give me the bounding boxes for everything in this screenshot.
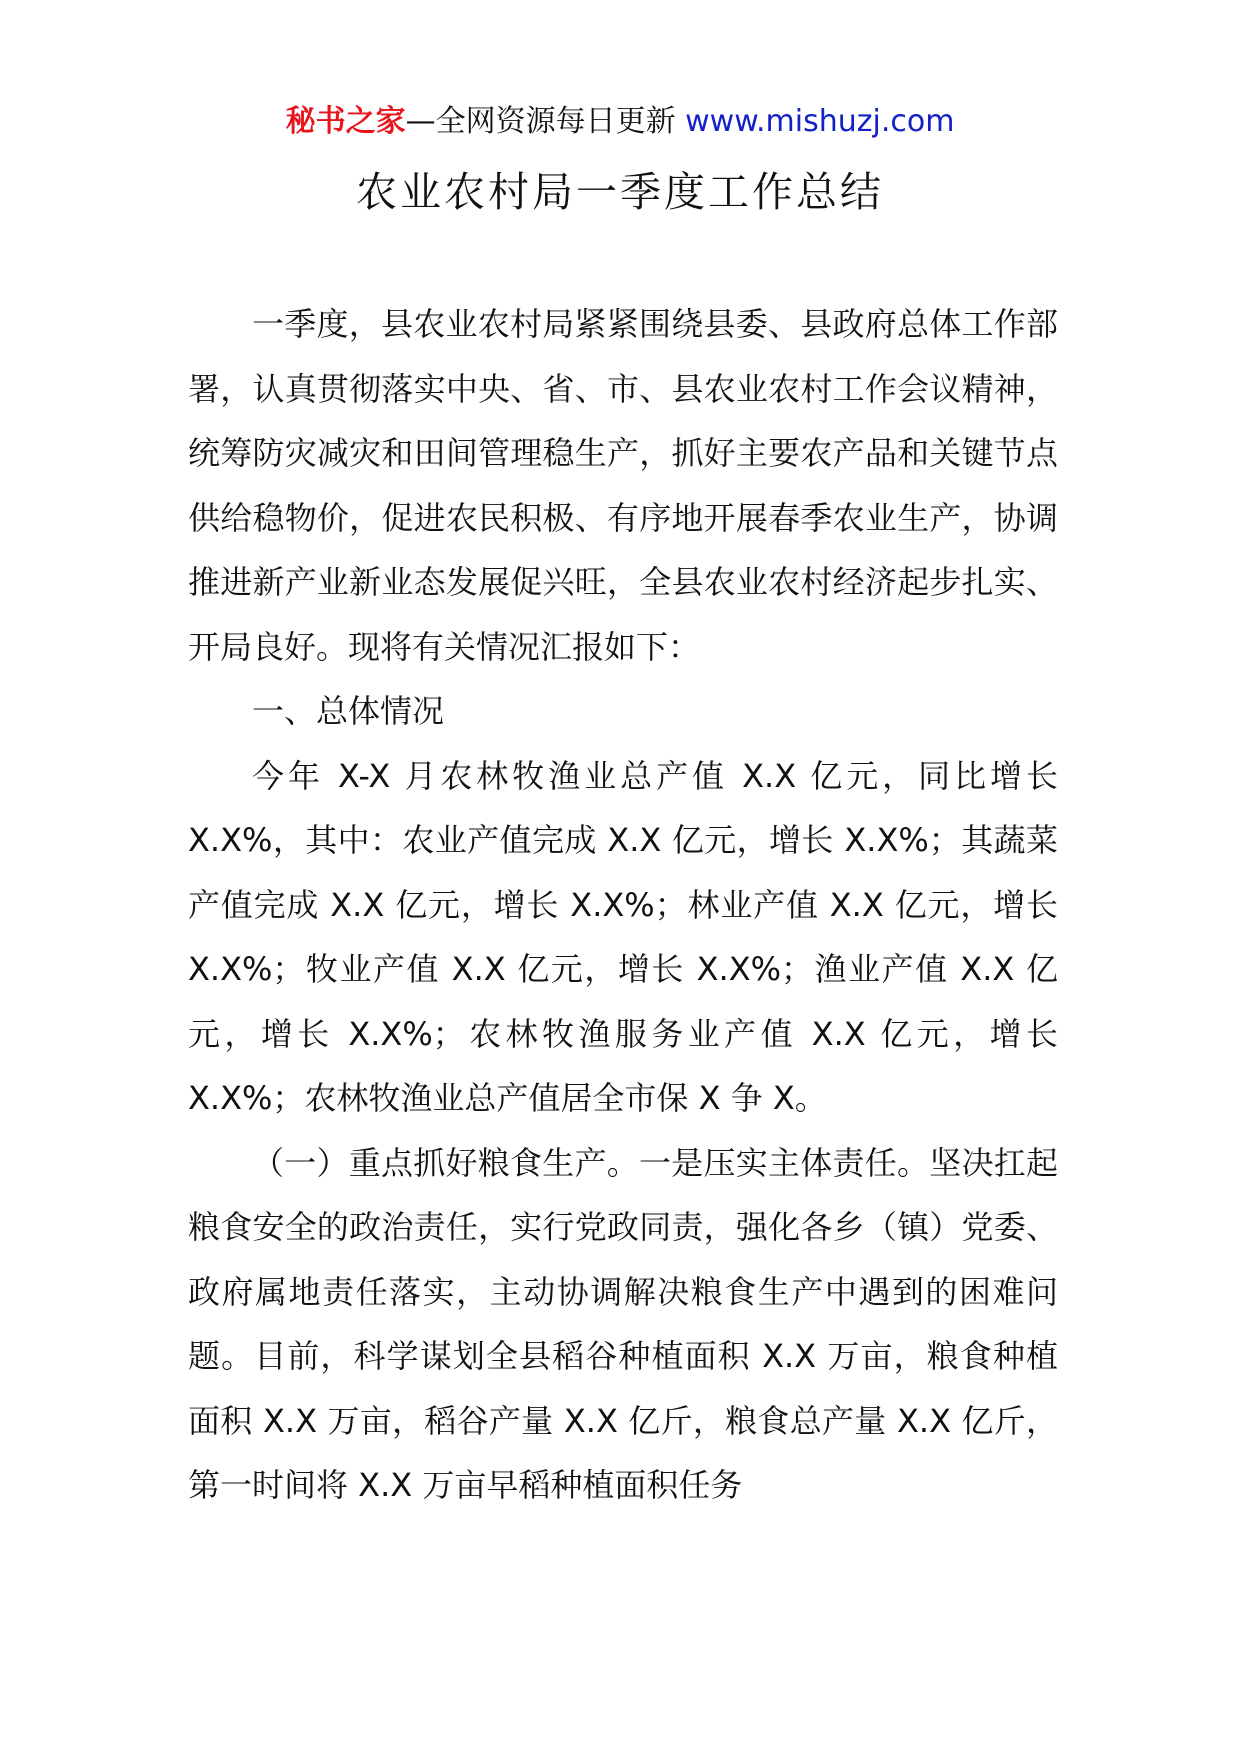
site-banner <box>0 100 1240 144</box>
document-title: 农业农村局一季度工作总结 <box>356 168 884 216</box>
grain-production-paragraph: （一）重点抓好粮食生产。一是压实主体责任。坚决扛起粮食安全的政治责任，实行党政同责，强化各乡（镇）党委、政府属地责任落实，主动协调解决粮食生产中遇到的困难问题。目前，科学谋划全县稻谷种植面积 X.X 万亩，粮食种植面积 X.X 万亩，稻谷产量 X.X 亿斤，粮食总产量 X.X 亿斤，第一时间将 X.X 万亩早稻种植面积任务 <box>188 1143 1058 1504</box>
output-value-paragraph: 今年 X-X 月农林牧渔业总产值 X.X 亿元，同比增长 X.X%，其中：农业产值完成 X.X 亿元，增长 X.X%；其蔬菜产值完成 X.X 亿元，增长 X.X%；林业产值 X.X 亿元，增长 X.X%；牧业产值 X.X 亿元，增长 X.X%；渔业产值 X.X 亿元，增长 X.X%；农林牧渔服务业产值 X.X 亿元，增长 X.X%；农林牧渔业总产值居全市保 X 争 X。 <box>188 756 1058 1117</box>
document-body <box>188 292 1058 1518</box>
brand-name: 秘书之家 <box>285 104 406 139</box>
site-url-link[interactable]: www.mishuzj.com <box>685 104 955 139</box>
intro-paragraph: 一季度，县农业农村局紧紧围绕县委、县政府总体工作部署，认真贯彻落实中央、省、市、县农业农村工作会议精神，统筹防灾减灾和田间管理稳生产，抓好主要农产品和关键节点供给稳物价，促进农民积极、有序地开展春季农业生产，协调推进新产业新业态发展促兴旺，全县农业农村经济起步扎实、开局良好。现将有关情况汇报如下： <box>188 305 1058 666</box>
banner-tagline: —全网资源每日更新 <box>405 104 676 139</box>
section-heading: 一、总体情况 <box>252 692 445 730</box>
